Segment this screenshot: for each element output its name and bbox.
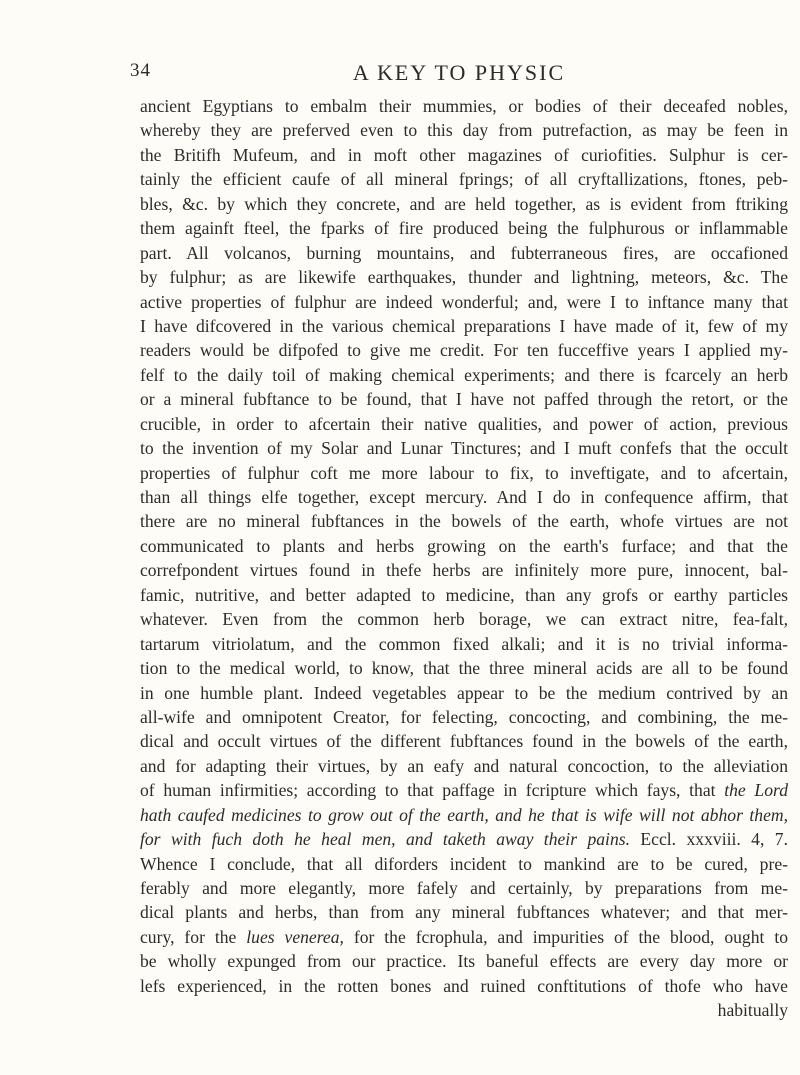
text-line	[140, 534, 788, 558]
text-line	[140, 705, 788, 729]
italic-text: the Lord	[724, 780, 788, 801]
text-segment: ferably and more elegantly, more fafely and certainly, by preparations from me-	[140, 878, 788, 898]
running-head	[130, 60, 788, 90]
text-segment: habitually	[717, 1000, 788, 1021]
text-line	[140, 876, 788, 900]
text-segment: properties of fulphur coft me more labour to fix, to inveftigate, and to afcertain,	[140, 462, 788, 483]
text-segment: in one humble plant. Indeed vegetables appear to be the medium contrived by an	[140, 682, 788, 703]
text-line	[140, 583, 788, 607]
text-line	[140, 363, 788, 387]
text-line	[140, 656, 788, 680]
text-line	[140, 265, 788, 289]
text-line	[140, 143, 788, 167]
text-segment: all-wife and omnipotent Creator, for felecting, concocting, and combining, the me-	[140, 706, 788, 727]
text-segment: whereby they are preferved even to this day from putrefaction, as may be feen in	[140, 120, 788, 141]
text-segment: tartarum vitriolatum, and the common fixed alkali; and it is no trivial informa-	[140, 633, 788, 654]
text-line	[140, 681, 788, 705]
italic-text: lues venerea,	[246, 926, 344, 947]
text-line	[140, 216, 788, 240]
text-segment: whatever. Even from the common herb borage, we can extract nitre, fea-falt,	[140, 609, 788, 630]
text-line	[140, 778, 788, 802]
text-segment: there are no mineral fubftances in the bowels of the earth, whofe virtues are not	[140, 511, 788, 532]
text-line	[140, 461, 788, 485]
text-segment: communicated to plants and herbs growing on the earth's furface; and that the	[140, 535, 788, 556]
text-line	[140, 729, 788, 753]
text-segment: dical and occult virtues of the different fubftances found in the bowels of the earth,	[140, 731, 788, 752]
text-segment: famic, nutritive, and better adapted to medicine, than any grofs or earthy particles	[140, 584, 788, 605]
text-segment: by fulphur; as are likewife earthquakes, thunder and lightning, meteors, &c. The	[140, 267, 788, 288]
text-segment: tainly the efficient caufe of all mineral fprings; of all cryftallizations, ftones, peb-	[140, 169, 788, 190]
text-segment: crucible, in order to afcertain their native qualities, and power of action, previous	[140, 413, 788, 434]
text-segment: dical plants and herbs, than from any mineral fubftances whatever; and that mer-	[140, 902, 788, 923]
text-line	[140, 632, 788, 656]
text-line	[140, 118, 788, 142]
text-line	[140, 998, 788, 1022]
text-segment: part. All volcanos, burning mountains, and fubterraneous fires, are occafioned	[140, 242, 788, 263]
text-line	[140, 509, 788, 533]
text-line	[140, 338, 788, 362]
text-line	[140, 192, 788, 216]
italic-text: for with fuch doth he heal men, and taketh away their pains.	[140, 829, 630, 850]
text-line	[140, 900, 788, 924]
text-segment: for the fcrophula, and impurities of the blood, ought to	[343, 926, 789, 947]
text-line	[140, 436, 788, 460]
text-segment: Whence I conclude, that all diforders incident to mankind are to be cured, pre-	[140, 853, 788, 874]
text-segment: than all things elfe together, except mercury. And I do in confequence affirm, that	[140, 487, 788, 507]
text-line	[140, 241, 788, 265]
text-segment: correfpondent virtues found in thefe herbs are infinitely more pure, innocent, bal-	[140, 560, 788, 581]
text-line	[140, 803, 788, 827]
text-segment: the Britifh Mufeum, and in moft other magazines of curiofities. Sulphur is cer-	[140, 144, 788, 165]
text-segment: or a mineral fubftance to be found, that I have not paffed through the retort, or the	[140, 389, 788, 410]
text-segment: them againft fteel, the fparks of fire produced being the fulphurous or inflammable	[140, 218, 788, 239]
text-line	[140, 94, 788, 118]
running-head-title: A KEY TO PHYSIC	[352, 60, 566, 85]
text-segment: be wholly expunged from our practice. Its baneful effects are every day more or	[140, 951, 788, 972]
text-segment: lefs experienced, in the rotten bones and ruined conftitutions of thofe who have	[140, 975, 788, 996]
text-line	[140, 827, 788, 851]
text-segment: tion to the medical world, to know, that the three mineral acids are all to be found	[140, 658, 788, 679]
italic-text: hath caufed medicines to grow out of the earth, and he that is wife will not abhor them,	[140, 804, 788, 825]
text-line	[140, 949, 788, 973]
text-segment: and for adapting their virtues, by an eafy and natural concoction, to the alleviation	[140, 755, 788, 776]
text-segment: felf to the daily toil of making chemical experiments; and there is fcarcely an herb	[140, 364, 788, 385]
text-line	[140, 974, 788, 998]
text-segment: cury, for the	[140, 926, 247, 947]
text-segment: I have difcovered in the various chemical preparations I have made of it, few of my	[140, 315, 788, 336]
text-segment: Eccl. xxxviii. 4, 7.	[630, 829, 789, 850]
text-segment: to the invention of my Solar and Lunar Tinctures; and I muft confefs that the occult	[140, 438, 788, 459]
text-line	[140, 314, 788, 338]
text-line	[140, 167, 788, 191]
text-line	[140, 387, 788, 411]
text-line	[140, 925, 788, 949]
text-line	[140, 412, 788, 436]
text-segment: active properties of fulphur are indeed wonderful; and, were I to inftance many that	[140, 291, 788, 312]
text-segment: bles, &c. by which they concrete, and are held together, as is evident from ftriking	[140, 193, 788, 214]
text-line	[140, 485, 788, 509]
text-line	[140, 558, 788, 582]
text-segment: ancient Egyptians to embalm their mummies, or bodies of their deceafed nobles,	[140, 96, 788, 116]
text-line	[140, 754, 788, 778]
text-line	[140, 852, 788, 876]
text-segment: readers would be difpofed to give me credit. For ten fucceffive years I applied my-	[140, 340, 788, 361]
text-line	[140, 607, 788, 631]
text-segment: of human infirmities; according to that paffage in fcripture which fays, that	[140, 780, 725, 801]
page-number: 34	[130, 60, 151, 81]
body-text	[140, 94, 788, 1023]
text-line	[140, 290, 788, 314]
